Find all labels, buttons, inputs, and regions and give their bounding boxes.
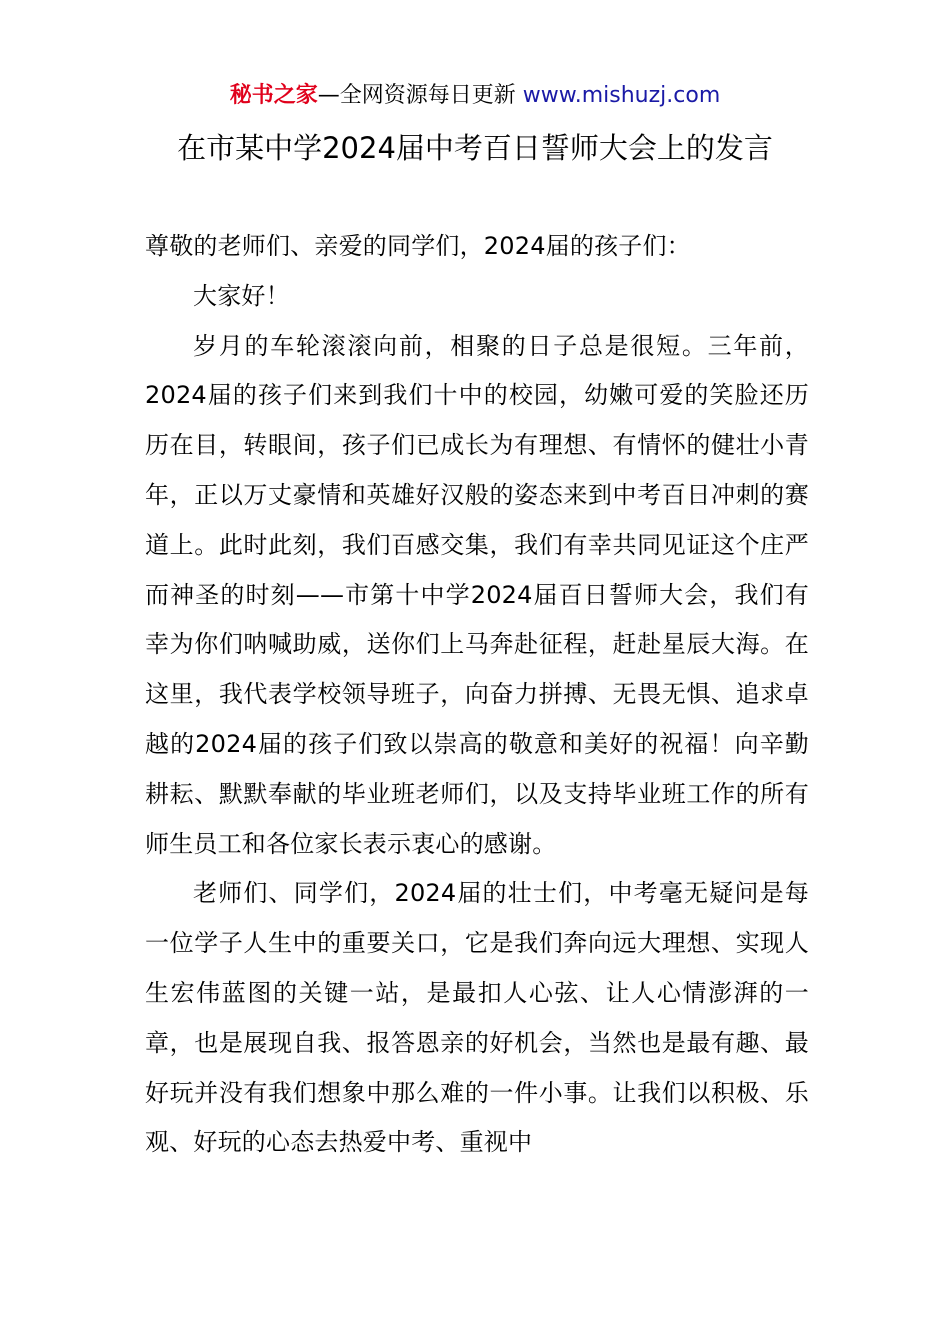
brand-name: 秘书之家	[229, 83, 318, 108]
site-header	[0, 80, 950, 112]
paragraph: 老师们、同学们，2024届的壮士们，中考毫无疑问是每一位学子人生中的重要关口，它是我们奔向远大理想、实现人生宏伟蓝图的关键一站，是最扣人心弦、让人心情澎湃的一章，也是展现自我、报答恩亲的好机会，当然也是最有趣、最好玩并没有我们想象中那么难的一件小事。让我们以积极、乐观、好玩的心态去热爱中考、重视中	[145, 879, 809, 1157]
paragraph: 岁月的车轮滚滚向前，相聚的日子总是很短。三年前，2024届的孩子们来到我们十中的校园，幼嫩可爱的笑脸还历历在目，转眼间，孩子们已成长为有理想、有情怀的健壮小青年，正以万丈豪情和英雄好汉般的姿态来到中考百日冲刺的赛道上。此时此刻，我们百感交集，我们有幸共同见证这个庄严而神圣的时刻——市第十中学2024届百日誓师大会，我们有幸为你们呐喊助威，送你们上马奔赴征程，赶赴星辰大海。在这里，我代表学校领导班子，向奋力拼搏、无畏无惧、追求卓越的2024届的孩子们致以崇高的敬意和美好的祝福！向辛勤耕耘、默默奉献的毕业班老师们，以及支持毕业班工作的所有师生员工和各位家长表示衷心的感谢。	[145, 331, 809, 858]
paragraph-greeting: 大家好！	[193, 281, 290, 310]
salutation: 尊敬的老师们、亲爱的同学们，2024届的孩子们：	[145, 232, 691, 260]
document-title: 在市某中学2024届中考百日誓师大会上的发言	[177, 131, 773, 165]
site-link[interactable]: www.mishuzj.com	[522, 83, 721, 108]
document-body	[145, 222, 809, 1168]
header-tagline: —全网资源每日更新	[317, 83, 523, 108]
